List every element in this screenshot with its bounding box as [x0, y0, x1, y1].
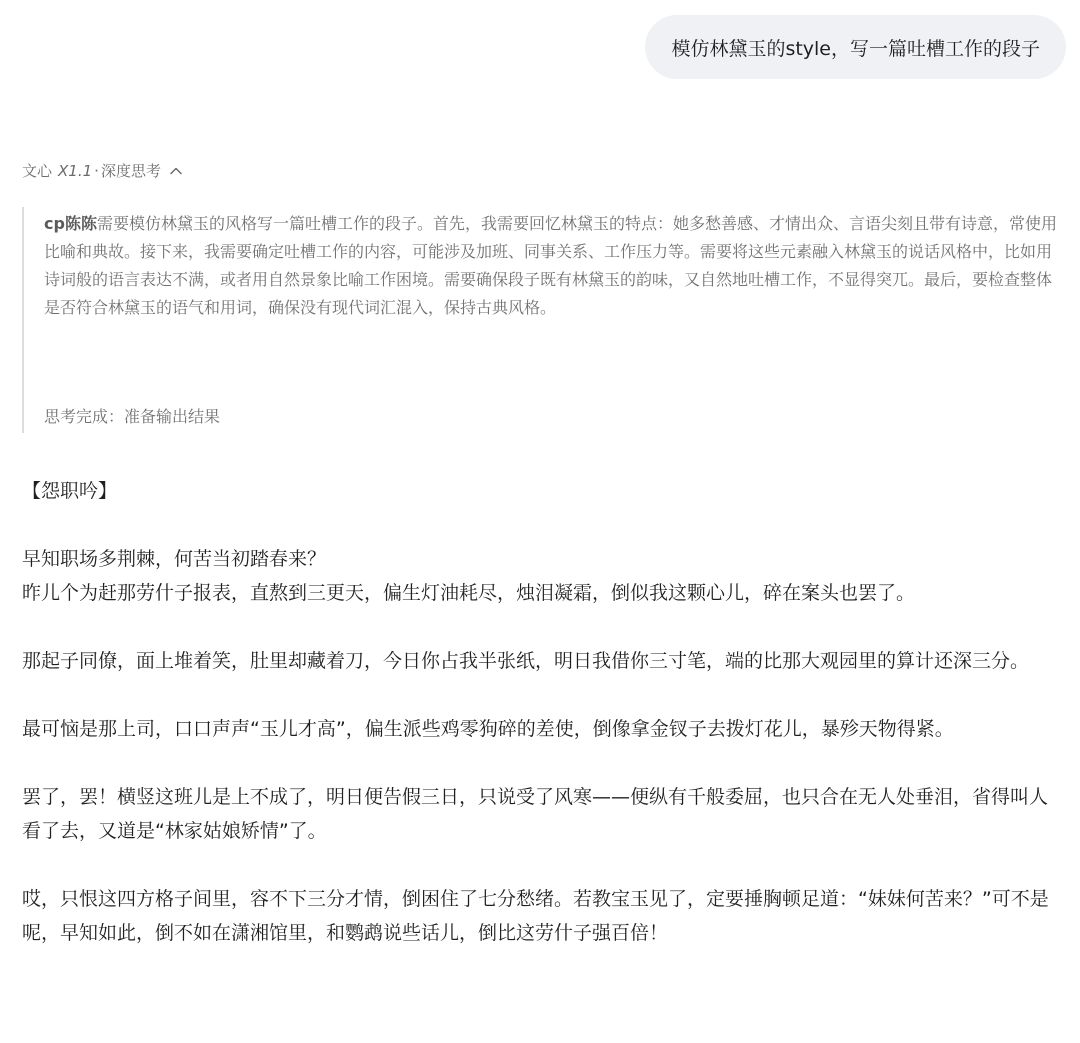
- brand-label: 文心: [22, 162, 53, 180]
- answer-paragraph: 最可恼是那上司，口口声声“玉儿才高”，偏生派些鸡零狗碎的差使，倒像拿金钗子去拨灯花儿，暴殄天物得紧。: [22, 718, 954, 740]
- answer-title: 【怨职吟】: [22, 480, 118, 502]
- thinking-done-status: 思考完成：准备输出结果: [44, 407, 221, 426]
- model-label: X1.1: [58, 161, 93, 180]
- chevron-up-icon[interactable]: [169, 164, 183, 178]
- thinking-text: [44, 207, 1062, 322]
- user-message-text: 模仿林黛玉的style，写一篇吐槽工作的段子: [671, 37, 1040, 60]
- separator: ·: [94, 161, 99, 180]
- answer-paragraph: 哎，只恨这四方格子间里，容不下三分才情，倒困住了七分愁绪。若教宝玉见了，定要捶胸顿足道：“妹妹何苦来？”可不是呢，早知如此，倒不如在潇湘馆里，和鹦鹉说些话儿，倒比这劳什子强百倍！: [22, 888, 1049, 944]
- thinking-body: 需要模仿林黛玉的风格写一篇吐槽工作的段子。首先，我需要回忆林黛玉的特点：她多愁善感、才情出众、言语尖刻且带有诗意，常使用比喻和典故。接下来，我需要确定吐槽工作的内容，可能涉及加班、同事关系、工作压力等。需要将这些元素融入林黛玉的说话风格中，比如用诗词般的语言表达不满，或者用自然景象比喻工作困境。需要确保段子既有林黛玉的韵味，又自然地吐槽工作，不显得突兀。最后，要检查整体是否符合林黛玉的语气和用词，确保没有现代词汇混入，保持古典风格。: [44, 214, 1057, 317]
- user-message-bubble: [645, 15, 1066, 79]
- answer-paragraph: 早知职场多荆棘，何苦当初踏春来？ 昨儿个为赶那劳什子报表，直熬到三更天，偏生灯油耗尽，烛泪凝霜，倒似我这颗心儿，碎在案头也罢了。: [22, 548, 916, 604]
- thinking-mode-label: 深度思考: [100, 162, 161, 180]
- thinking-toggle[interactable]: [22, 160, 183, 181]
- answer-body: [22, 474, 1062, 984]
- thinking-block: [22, 207, 1062, 433]
- thinking-author: cp陈陈: [44, 214, 97, 233]
- answer-paragraph: 那起子同僚，面上堆着笑，肚里却藏着刀，今日你占我半张纸，明日我借你三寸笔，端的比那大观园里的算计还深三分。: [22, 650, 1030, 672]
- answer-paragraph: 罢了，罢！横竖这班儿是上不成了，明日便告假三日，只说受了风寒——便纵有千般委屈，也只合在无人处垂泪，省得叫人看了去，又道是“林家姑娘矫情”了。: [22, 786, 1049, 842]
